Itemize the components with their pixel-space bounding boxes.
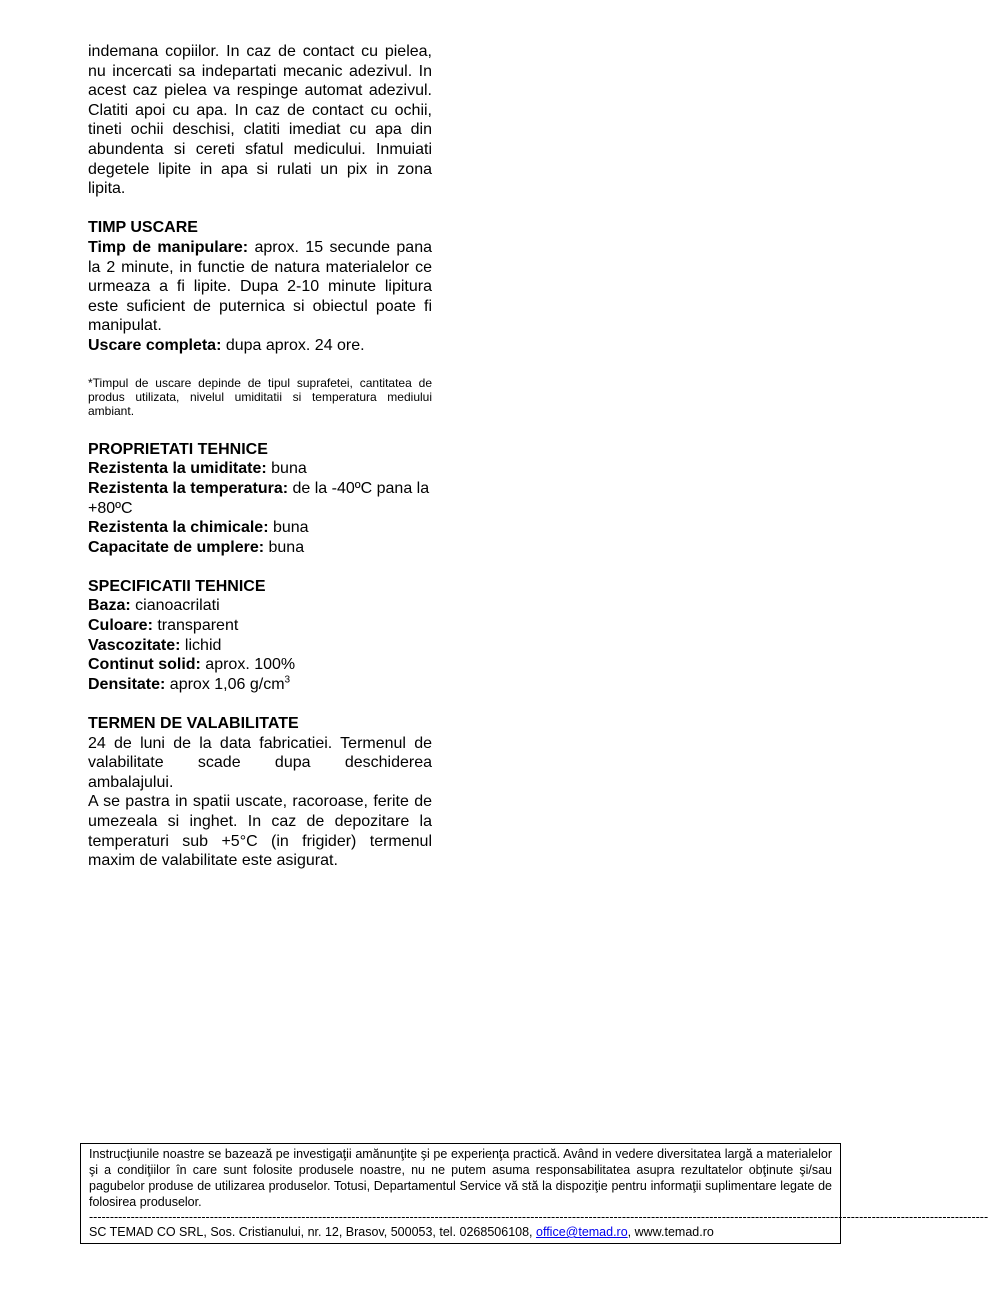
property-label: Rezistenta la temperatura:	[88, 479, 289, 497]
spec-value: aprox 1,06 g/cm	[165, 675, 285, 693]
spec-row	[88, 596, 432, 616]
validity-paragraph-1: 24 de luni de la data fabricatiei. Termenul de valabilitate scade dupa deschiderea ambalajului.	[88, 734, 432, 791]
email-link[interactable]: office@temad.ro	[536, 1225, 628, 1239]
property-row	[88, 479, 432, 518]
property-value: buna	[266, 460, 307, 478]
spec-value: aprox. 100%	[200, 656, 296, 674]
footer-address	[81, 1224, 840, 1240]
property-row	[88, 459, 432, 479]
spec-label: Baza:	[88, 597, 131, 615]
property-value: buna	[264, 538, 305, 556]
handling-text: aprox. 15 secunde pana la 2 minute, in functie de natura materialelor ce urmeaza a fi lipite. Dupa 2-10 minute lipitura este suficient de puternica si obiectul poate fi manipulat.	[88, 238, 432, 335]
validity-paragraph-2: A se pastra in spatii uscate, racoroase, ferite de umezeala si inghet. In caz de depozitare la temperaturi sub +5°C (in frigider) termenul maxim de valabilitate este asigurat.	[88, 793, 432, 870]
validity-heading: TERMEN DE VALABILITATE	[88, 715, 299, 733]
address-text: SC TEMAD CO SRL, Sos. Cristianului, nr. 12, Brasov, 500053, tel. 0268506108,	[89, 1225, 536, 1239]
spec-label: Continut solid:	[88, 656, 201, 674]
property-value: de la -40ºC pana la +80ºC	[88, 479, 430, 517]
full-drying-label: Uscare completa:	[88, 336, 222, 354]
drying-note: *Timpul de uscare depinde de tipul suprafetei, cantitatea de produs utilizata, nivelul umiditatii si temperatura mediului ambiant.	[88, 375, 432, 419]
property-label: Rezistenta la chimicale:	[88, 519, 269, 537]
footer-disclaimer: Instrucţiunile noastre se bazează pe investigaţii amănunţite şi pe experienţa practică. Având in vedere diversitatea largă a materialelor şi a condiţiilor în care sunt folosite produsele noastre, nu ne putem asuma responsabilitatea asupra rezultatelor obţinute şi/sau pagubelor produse de utilizarea produselor. Totusi, Departamentul Service vă stă la dispoziţie pentru informaţii suplimentare legate de folosirea produselor.	[89, 1147, 832, 1209]
handling-time	[88, 238, 432, 336]
spec-label: Culoare:	[88, 617, 153, 635]
drying-heading: TIMP USCARE	[88, 219, 198, 237]
spec-value: cianoacrilati	[130, 597, 220, 615]
property-label: Rezistenta la umiditate:	[88, 460, 267, 478]
handling-label: Timp de manipulare:	[88, 238, 249, 256]
property-label: Capacitate de umplere:	[88, 538, 265, 556]
full-drying	[88, 336, 432, 356]
footer-box	[80, 1143, 988, 1244]
website-text: , www.temad.ro	[627, 1225, 714, 1239]
specs-heading: SPECIFICATII TEHNICE	[88, 577, 266, 595]
full-drying-text: dupa aprox. 24 ore.	[221, 336, 365, 354]
spec-label: Vascozitate:	[88, 636, 181, 654]
spec-value: lichid	[180, 636, 222, 654]
properties-heading: PROPRIETATI TEHNICE	[88, 440, 268, 458]
property-row	[88, 518, 432, 538]
spec-row-density	[88, 675, 432, 695]
spec-row	[88, 616, 432, 636]
main-column	[88, 42, 432, 871]
property-value: buna	[268, 519, 309, 537]
spec-row	[88, 655, 432, 675]
property-row	[88, 538, 432, 558]
spec-row	[88, 636, 432, 656]
footer-divider: ------------------------------------------------------------------------------------------------------------------------------------------------------------------------------------------------------------------------	[89, 1210, 988, 1224]
superscript: 3	[284, 674, 291, 686]
intro-paragraph: indemana copiilor. In caz de contact cu pielea, nu incercati sa indepartati mecanic adezivul. In acest caz pielea va respinge automat adezivul. Clatiti apoi cu apa. In caz de contact cu ochii, tineti ochii deschisi, clatiti imediat cu apa din abundenta si cereti sfatul medicului. Inmuiati degetele lipite in apa si rulati un pix in zona lipita.	[88, 43, 432, 198]
spec-label: Densitate:	[88, 675, 166, 693]
spec-value: transparent	[152, 617, 239, 635]
